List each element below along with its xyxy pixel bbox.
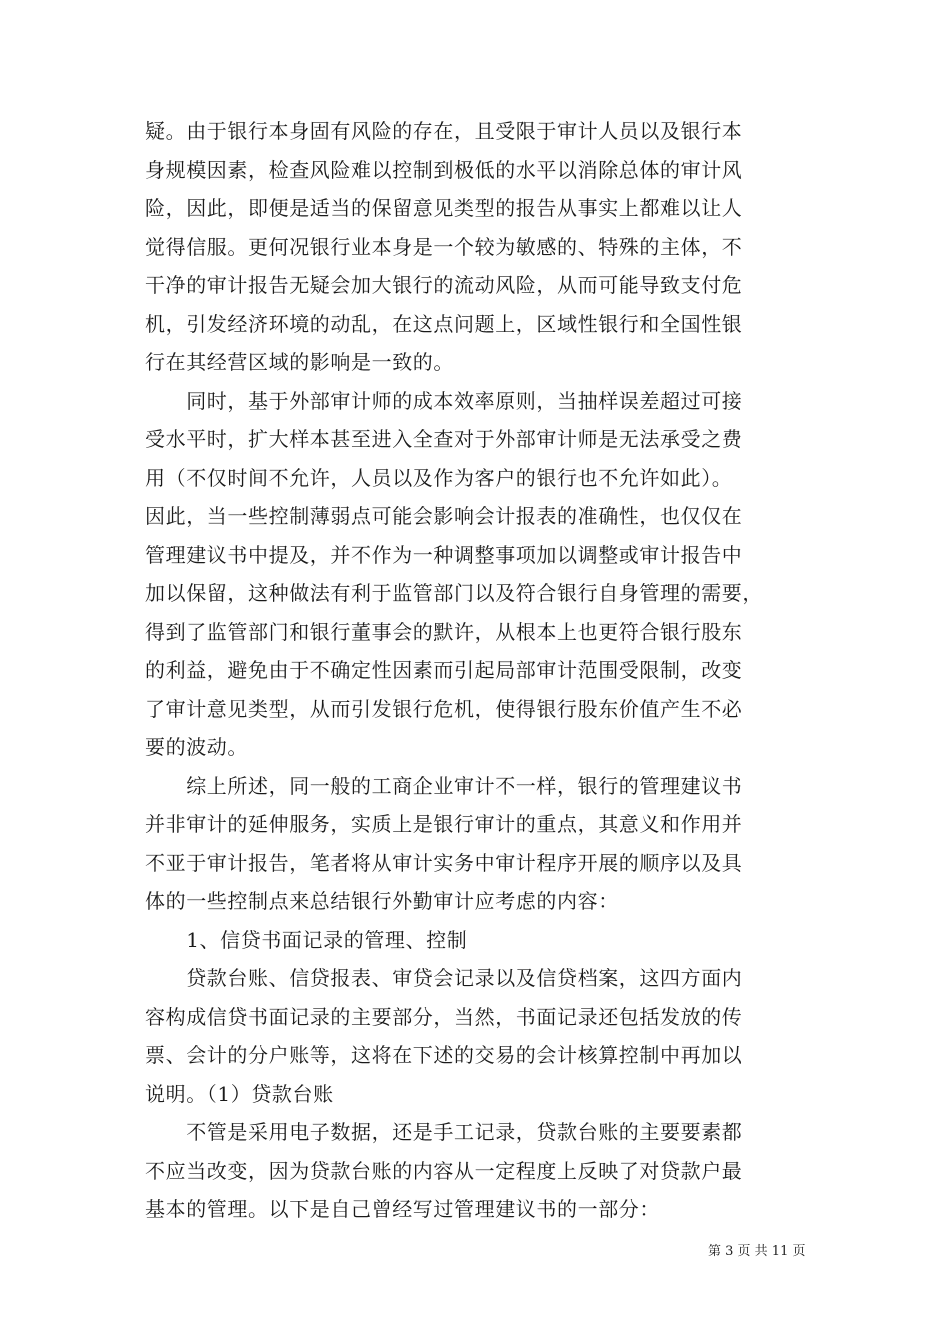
text-line: 行在其经营区域的影响是一致的。 [145, 350, 454, 374]
text-line: 说明。（1）贷款台账 [145, 1081, 334, 1106]
text-line: 险，因此，即便是适当的保留意见类型的报告从事实上都难以让人 [145, 196, 743, 220]
text-line: 受水平时，扩大样本甚至进入全查对于外部审计师是无法承受之费 [145, 427, 743, 451]
text-line: 得到了监管部门和银行董事会的默许，从根本上也更符合银行股东 [145, 619, 743, 644]
text-line: 了审计意见类型，从而引发银行危机，使得银行股东价值产生不必 [145, 696, 743, 721]
text-line: 觉得信服。更何况银行业本身是一个较为敏感的、特殊的主体，不 [145, 234, 743, 259]
text-line: 贷款台账、信贷报表、审贷会记录以及信贷档案，这四方面内 [145, 966, 743, 990]
text-line: 容构成信贷书面记录的主要部分，当然，书面记录还包括发放的传 [145, 1004, 743, 1029]
text-line: 不亚于审计报告，笔者将从审计实务中审计程序开展的顺序以及具 [145, 850, 743, 875]
text-line: 机，引发经济环境的动乱，在这点问题上，区域性银行和全国性银 [145, 311, 743, 336]
text-line: 并非审计的延伸服务，实质上是银行审计的重点，其意义和作用并 [145, 812, 743, 836]
body-text [145, 112, 810, 1229]
text-line: 干净的审计报告无疑会加大银行的流动风险，从而可能导致支付危 [145, 273, 743, 297]
page-number: 第 3 页 共 11 页 [708, 1244, 806, 1259]
text-line: 因此，当一些控制薄弱点可能会影响会计报表的准确性，也仅仅在 [145, 504, 743, 528]
text-line: 基本的管理。以下是自己曾经写过管理建议书的一部分： [145, 1197, 660, 1221]
text-line: 要的波动。 [145, 735, 248, 759]
section-heading: 1、信贷书面记录的管理、控制 [145, 927, 468, 952]
text-line: 管理建议书中提及，并不作为一种调整事项加以调整或审计报告中 [145, 542, 743, 567]
text-line: 的利益，避免由于不确定性因素而引起局部审计范围受限制，改变 [145, 658, 743, 682]
text-line: 疑。由于银行本身固有风险的存在，且受限于审计人员以及银行本 [145, 119, 743, 143]
text-line: 综上所述，同一般的工商企业审计不一样，银行的管理建议书 [145, 773, 743, 798]
text-line: 同时，基于外部审计师的成本效率原则，当抽样误差超过可接 [145, 388, 743, 413]
text-line: 加以保留，这种做法有利于监管部门以及符合银行自身管理的需要， [145, 581, 763, 605]
text-line: 不管是采用电子数据，还是手工记录，贷款台账的主要要素都 [145, 1120, 743, 1144]
text-line: 体的一些控制点来总结银行外勤审计应考虑的内容： [145, 889, 619, 913]
text-line: 用（不仅时间不允许，人员以及作为客户的银行也不允许如此）。 [145, 465, 733, 490]
text-line: 不应当改变，因为贷款台账的内容从一定程度上反映了对贷款户最 [145, 1158, 743, 1183]
text-line: 票、会计的分户账等，这将在下述的交易的会计核算控制中再加以 [145, 1043, 743, 1067]
text-line: 身规模因素，检查风险难以控制到极低的水平以消除总体的审计风 [145, 157, 743, 182]
